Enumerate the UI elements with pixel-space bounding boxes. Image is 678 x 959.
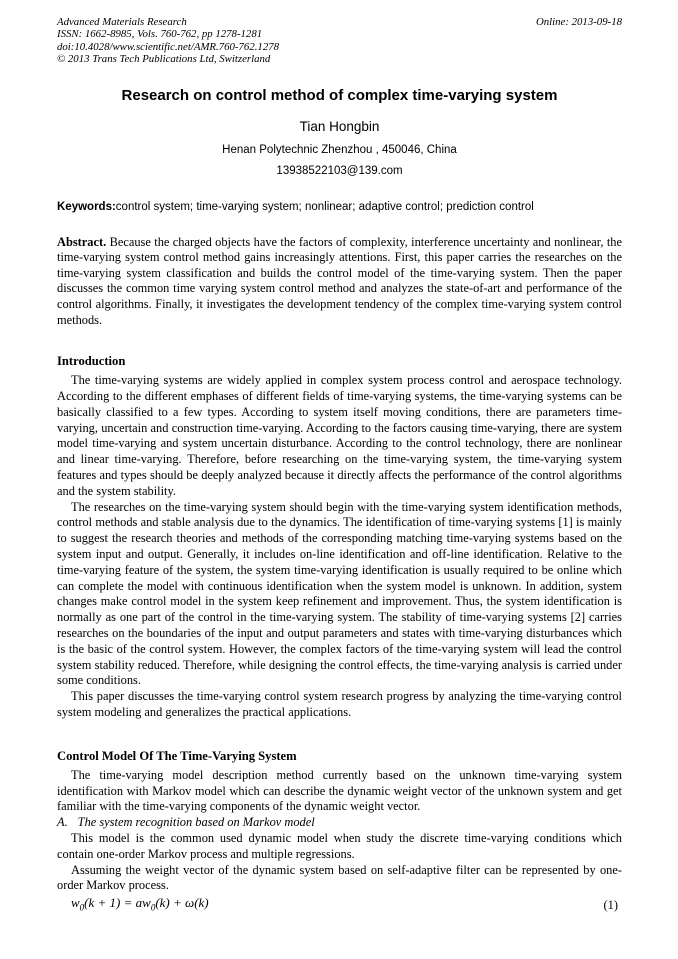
introduction-paragraph-2: The researches on the time-varying system should begin with the time-varying system identification methods, control methods and stable analysis due to the dynamics. The identification of time-varying systems [1] is mainly to suggest the research theories and methods of the corresponding matching time-varying systems based on the system input and output. Generally, it includes on-line identification and off-line identification. Relative to the time-varying feature of the system, the system time-varying identification is usually required to be online which can complete the model with continuous identification when the system model is unknown. In addition, system changes make control model in the system keep refinement and improvement. Thus, the system identification is normally as one part of the control in the time-varying system. The stability of time-varying systems [2] carries researches on the boundaries of the input and output parameters and states with time-varying disturbances which is the basic of the control system. However, the complex factors of the time-varying system will lead the control system stability reduced. Therefore, while designing the control effects, the time-varying analysis is carried under some conditions. — [57, 499, 622, 688]
control-model-paragraph-2: This model is the common used dynamic model when study the discrete time-varying conditions which contain one-order Markov process and multiple regressions. — [57, 830, 622, 861]
equation-1 — [71, 895, 209, 913]
equation-rhs-subscript: 0 — [150, 902, 156, 913]
copyright-line: © 2013 Trans Tech Publications Ltd, Switzerland — [57, 53, 271, 66]
subsection-label: A. — [57, 815, 68, 830]
author-name: Tian Hongbin — [299, 118, 380, 134]
introduction-paragraph-1: The time-varying systems are widely applied in complex system process control and aerospace technology. According to the different emphases of different fields of time-varying systems, the time-varying systems can be basically classified to a few types. According to system itself moving conditions, there are parameters time-varying, uncertain and construction time-varying. According to the factors causing time-varying, there are system model time-varying and system uncertain disturbance. According to the control technology, there are nonlinear and linear time-varying. Therefore, before researching on the time-varying system, the time-varying system features and types should be deeply analyzed because it directly affects the performance of the control algorithms and the system stability. — [57, 373, 622, 498]
equation-row — [57, 895, 622, 913]
equation-rhs-rest: (k) + ω(k) — [155, 895, 209, 911]
author-affiliation: Henan Polytechnic Zhenzhou , 450046, China — [222, 143, 457, 156]
subsection-title: The system recognition based on Markov model — [77, 815, 315, 830]
abstract-text: Because the charged objects have the factors of complexity, interference uncertainty and nonlinear, the time-varying system control method gains increasingly attentions. First, this paper carries the researches on the time-varying system classification and builds the control model of the time-varying system. Then the paper discusses the common time varying system control method and analyzes the state-of-art and performance of the control algorithms. Finally, it investigates the development tendency of the complex time-varying system control methods. — [57, 234, 622, 327]
online-date: Online: 2013-09-18 — [535, 16, 622, 28]
keywords-text: control system; time-varying system; nonlinear; adaptive control; prediction control — [115, 200, 534, 213]
introduction-paragraph-3: This paper discusses the time-varying control system research progress by analyzing the time-varying control system modeling and generalizes the practical applications. — [57, 689, 622, 719]
subsection-heading-a — [57, 815, 622, 831]
journal-title: Advanced Materials Research — [57, 16, 187, 28]
author-email: 13938522103@139.com — [276, 164, 403, 177]
abstract-label: Abstract. — [57, 234, 107, 249]
keywords-line — [57, 200, 622, 214]
equation-lhs-rest: (k + 1) = — [84, 895, 136, 911]
journal-header — [57, 16, 622, 66]
doi-line: doi:10.4028/www.scientific.net/AMR.760-762.1278 — [57, 40, 280, 53]
control-model-paragraph-3: Assuming the weight vector of the dynamic system based on self-adaptive filter can be represented by one-order Markov process. — [57, 862, 622, 893]
issn-line: ISSN: 1662-8985, Vols. 760-762, pp 1278-1281 — [57, 28, 263, 41]
section-heading-control-model: Control Model Of The Time-Varying System — [57, 748, 297, 763]
equation-rhs-var: aw — [135, 895, 151, 911]
abstract — [57, 235, 622, 329]
section-heading-introduction: Introduction — [57, 354, 126, 369]
equation-number: (1) — [603, 897, 618, 912]
control-model-paragraph-1: The time-varying model description method currently based on the unknown time-varying system identification with Markov model which can describe the dynamic weight vector of the unknown system and get familiar with the time-varying components of the dynamic weight vector. — [57, 767, 622, 814]
equation-lhs-subscript: 0 — [79, 902, 85, 913]
page-title: Research on control method of complex time-varying system — [121, 86, 558, 104]
journal-metadata — [57, 16, 279, 66]
equation-lhs-var: w — [71, 895, 80, 911]
keywords-label: Keywords: — [57, 200, 116, 213]
